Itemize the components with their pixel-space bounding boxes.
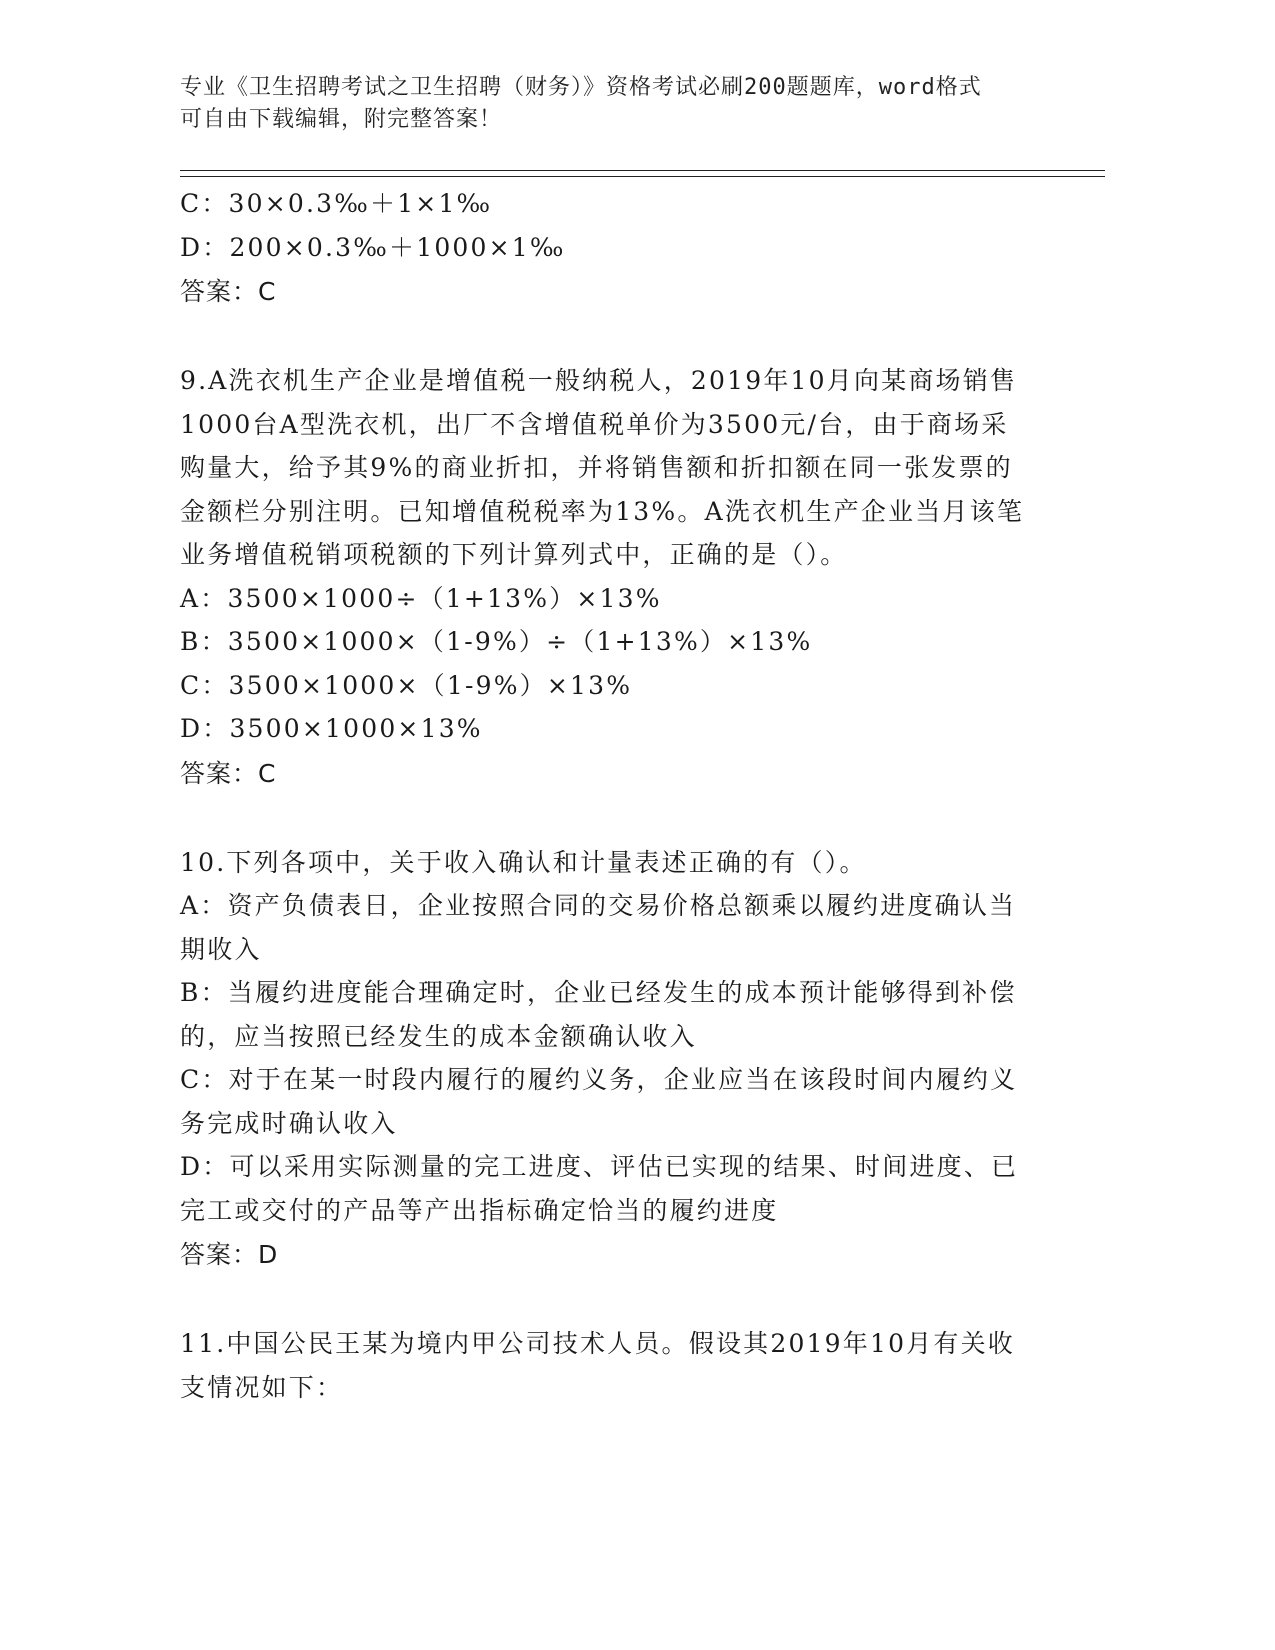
q9-option-a: A：3500×1000÷（1+13%）×13% — [180, 583, 662, 613]
q10-option-a-line-2: 期收入 — [180, 934, 262, 964]
q9-stem-line-4: 金额栏分别注明。已知增值税税率为13%。A洗衣机生产企业当月该笔 — [180, 496, 1025, 526]
q9-stem-line-1: 9.A洗衣机生产企业是增值税一般纳税人，2019年10月向某商场销售 — [180, 366, 1018, 395]
header-title-line-1: 专业《卫生招聘考试之卫生招聘（财务）》资格考试必刷200题题库，word格式 — [180, 75, 982, 100]
q10-stem: 10.下列各项中，关于收入确认和计量表述正确的有（）。 — [180, 847, 867, 877]
q11-stem-line-2: 支情况如下： — [180, 1372, 344, 1402]
q10-option-c-line-1: C：对于在某一时段内履行的履约义务，企业应当在该段时间内履约义 — [180, 1065, 1018, 1094]
q8-option-c: C：30×0.3‰＋1×1‰ — [180, 189, 493, 218]
question-8-tail — [180, 182, 1040, 315]
q10-option-b-line-2: 的，应当按照已经发生的成本金额确认收入 — [180, 1021, 697, 1051]
question-9 — [180, 359, 1040, 797]
q9-option-c: C：3500×1000×（1-9%）×13% — [180, 670, 633, 700]
q11-stem-line-1: 11.中国公民王某为境内甲公司技术人员。假设其2019年10月有关收 — [180, 1329, 1015, 1358]
q9-stem-line-3: 购量大，给予其9%的商业折扣，并将销售额和折扣额在同一张发票的 — [180, 453, 1013, 482]
header-divider-bottom — [180, 176, 1105, 177]
question-spacer — [180, 1278, 1040, 1322]
header-divider-top — [180, 170, 1105, 171]
q10-option-a-line-1: A：资产负债表日，企业按照合同的交易价格总额乘以履约进度确认当 — [180, 891, 1017, 920]
q9-answer: 答案：C — [180, 758, 277, 788]
question-spacer — [180, 797, 1040, 841]
question-spacer — [180, 315, 1040, 359]
q8-option-d: D：200×0.3‰＋1000×1‰ — [180, 232, 566, 262]
q10-option-d-line-1: D：可以采用实际测量的完工进度、评估已实现的结果、时间进度、已 — [180, 1152, 1019, 1181]
q10-answer: 答案：D — [180, 1240, 279, 1269]
q10-option-c-line-2: 务完成时确认收入 — [180, 1108, 398, 1138]
document-body — [180, 182, 1040, 1409]
q9-stem-line-2: 1000台A型洗衣机，出厂不含增值税单价为3500元/台，由于商场采 — [180, 409, 1009, 439]
q8-answer: 答案：C — [180, 277, 277, 306]
q9-stem-line-5: 业务增值税销项税额的下列计算列式中，正确的是（）。 — [180, 540, 848, 569]
page-header — [180, 72, 1040, 136]
question-10 — [180, 841, 1040, 1279]
question-11 — [180, 1322, 1040, 1409]
header-title-line-2: 可自由下载编辑，附完整答案！ — [180, 107, 503, 132]
q9-option-d: D：3500×1000×13% — [180, 714, 483, 743]
q10-option-b-line-1: B：当履约进度能合理确定时，企业已经发生的成本预计能够得到补偿 — [180, 978, 1017, 1007]
q9-option-b: B：3500×1000×（1-9%）÷（1+13%）×13% — [180, 627, 813, 656]
q10-option-d-line-2: 完工或交付的产品等产出指标确定恰当的履约进度 — [180, 1195, 779, 1225]
